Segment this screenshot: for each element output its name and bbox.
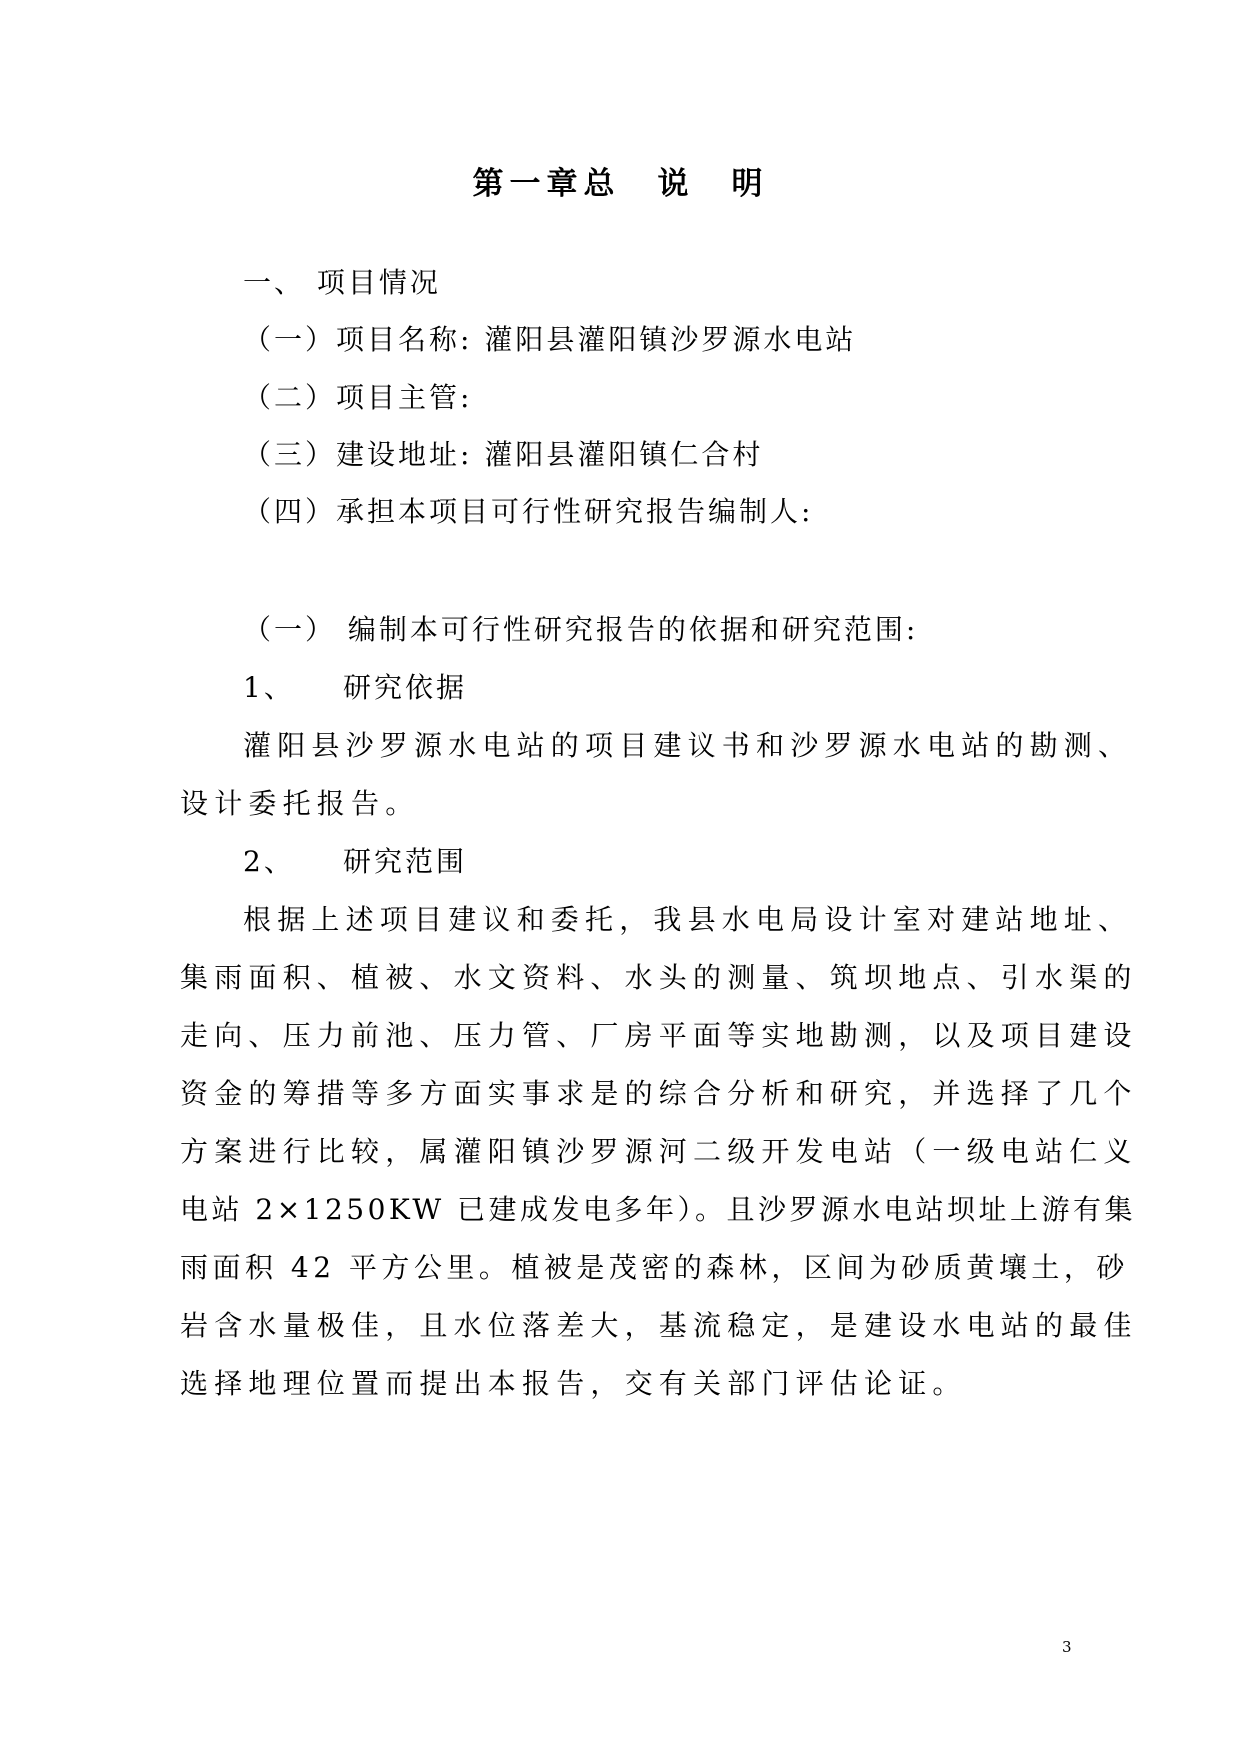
basis-title: 研究依据: [343, 671, 468, 704]
chapter-title: 第一章总 说 明: [472, 166, 769, 202]
paragraph-line: 设计委托报告。: [180, 787, 420, 820]
report-author-item: （四）承担本项目可行性研究报告编制人:: [243, 495, 814, 528]
paragraph-line: 岩含水量极佳，且水位落差大，基流稳定，是建设水电站的最佳: [180, 1309, 1138, 1342]
project-name-item: （一）项目名称: 灌阳县灌阳镇沙罗源水电站: [243, 323, 857, 356]
paragraph-line: 资金的筹措等多方面实事求是的综合分析和研究，并选择了几个: [180, 1077, 1138, 1110]
section-heading-project-info: 一、 项目情况: [243, 266, 441, 299]
page-number: 3: [1062, 1638, 1072, 1656]
paragraph-line: 选择地理位置而提出本报告，交有关部门评估论证。: [180, 1367, 967, 1400]
scope-title: 研究范围: [343, 845, 468, 878]
project-manager-item: （二）项目主管:: [243, 381, 473, 414]
scope-heading: [243, 844, 467, 880]
scope-number: 2、: [243, 845, 295, 878]
paragraph-line: 电站 2×1250KW 已建成发电多年）。且沙罗源水电站坝址上游有集: [180, 1193, 1137, 1226]
basis-number: 1、: [243, 671, 295, 704]
paragraph-line: 雨面积 42 平方公里。植被是茂密的森林，区间为砂质黄壤土，砂: [180, 1251, 1129, 1284]
paragraph-line: 根据上述项目建议和委托，我县水电局设计室对建站地址、: [243, 903, 1133, 936]
paragraph-line: 走向、压力前池、压力管、厂房平面等实地勘测，以及项目建设: [180, 1019, 1138, 1052]
project-address-item: （三）建设地址: 灌阳县灌阳镇仁合村: [243, 438, 764, 471]
section-heading-basis-scope: （一） 编制本可行性研究报告的依据和研究范围:: [243, 613, 919, 646]
paragraph-line: 方案进行比较，属灌阳镇沙罗源河二级开发电站（一级电站仁义: [180, 1135, 1138, 1168]
paragraph-line: 集雨面积、植被、水文资料、水头的测量、筑坝地点、引水渠的: [180, 961, 1138, 994]
paragraph-line: 灌阳县沙罗源水电站的项目建议书和沙罗源水电站的勘测、: [243, 729, 1133, 762]
basis-heading: [243, 670, 467, 706]
